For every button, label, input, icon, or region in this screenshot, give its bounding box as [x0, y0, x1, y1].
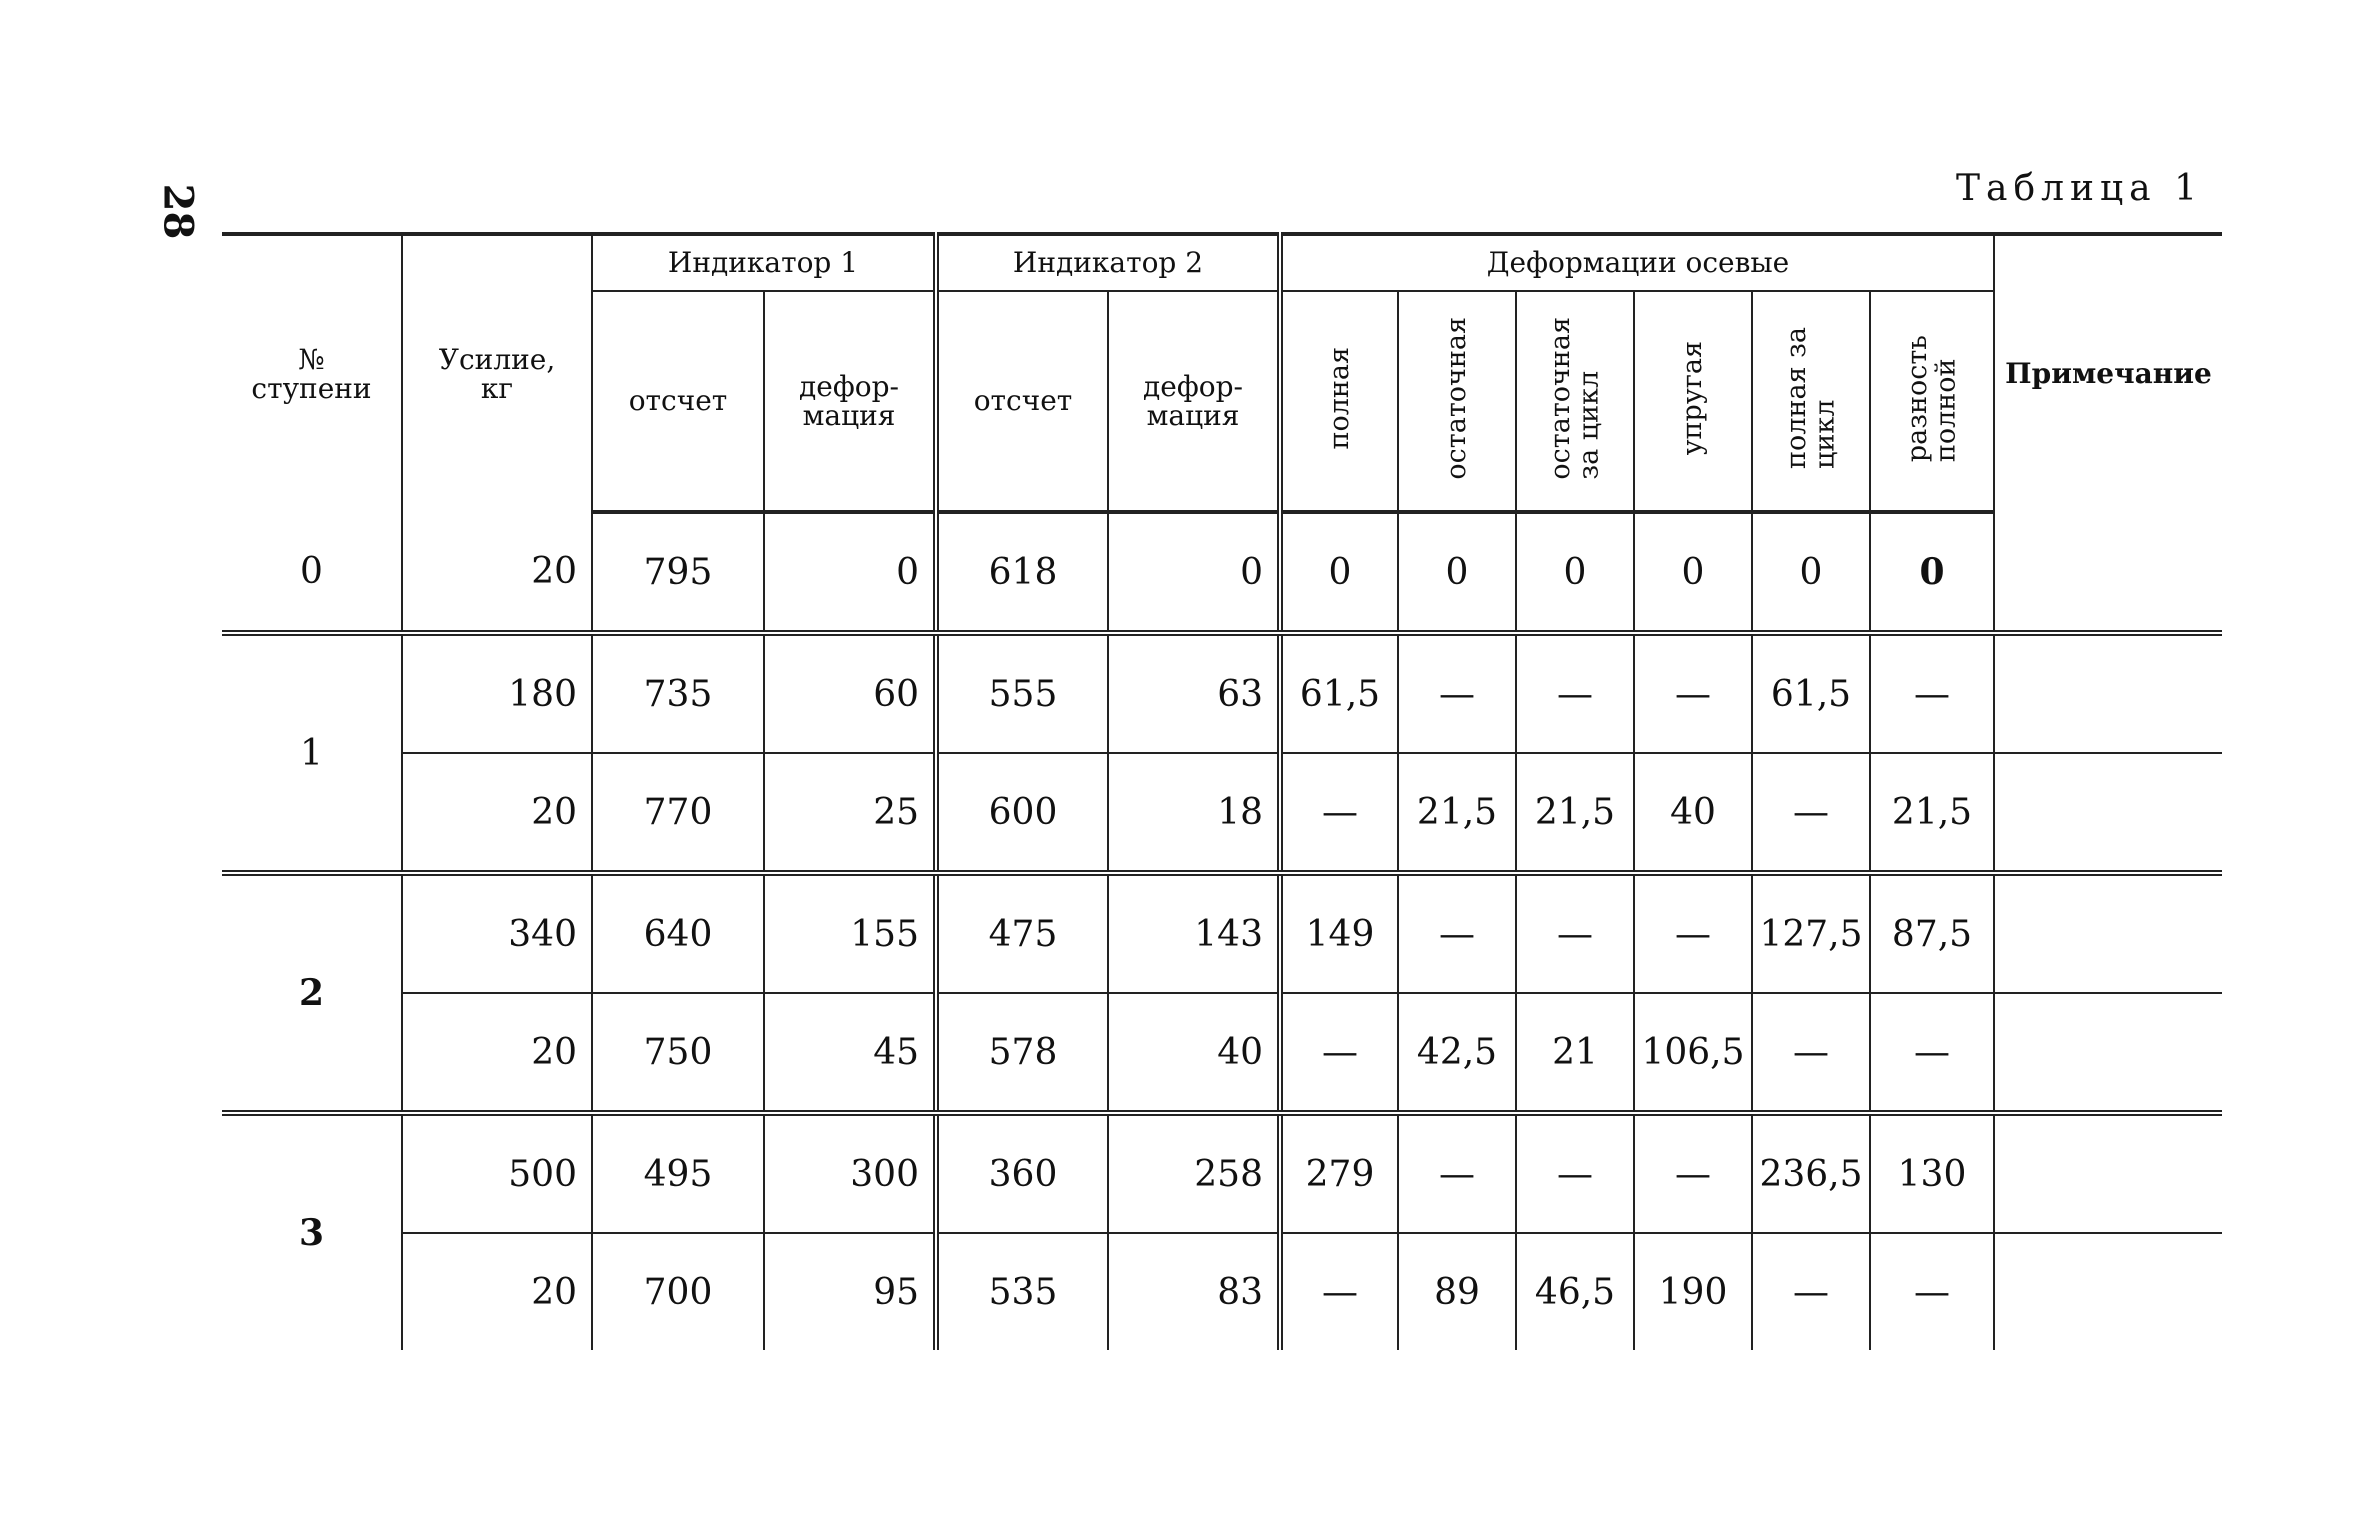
full-cycle-cell: —	[1752, 993, 1870, 1113]
table-row	[222, 993, 2222, 1113]
i2-reading-cell: 578	[936, 993, 1108, 1113]
stage-cell: 1	[222, 633, 402, 873]
elastic-cell: 40	[1634, 753, 1752, 873]
residual-cell: 0	[1398, 512, 1516, 633]
header-def-residual: остаточная	[1398, 291, 1516, 512]
force-cell: 20	[402, 993, 592, 1113]
i1-reading-cell: 750	[592, 993, 764, 1113]
header-stage: № ступени	[222, 234, 402, 512]
note-cell	[1994, 512, 2222, 633]
header-deformations: Деформации осевые	[1280, 234, 1994, 291]
full-cell: 0	[1280, 512, 1398, 633]
stage-cell: 0	[222, 512, 402, 633]
stage-cell: 3	[222, 1113, 402, 1350]
residual-cycle-cell: —	[1516, 633, 1634, 753]
header-i1-reading: отсчет	[592, 291, 764, 512]
i1-def-cell: 155	[764, 873, 936, 993]
full-cycle-cell: 236,5	[1752, 1113, 1870, 1233]
table-row	[222, 633, 2222, 753]
header-indicator2: Индикатор 2	[936, 234, 1280, 291]
elastic-cell: 190	[1634, 1233, 1752, 1350]
header-def-elastic: упругая	[1634, 291, 1752, 512]
residual-cell: —	[1398, 1113, 1516, 1233]
i1-def-cell: 0	[764, 512, 936, 633]
elastic-cell: —	[1634, 633, 1752, 753]
table-row	[222, 753, 2222, 873]
i2-def-cell: 63	[1108, 633, 1280, 753]
header-def-residual-cycle: остаточная за цикл	[1516, 291, 1634, 512]
header-indicator1: Индикатор 1	[592, 234, 936, 291]
force-cell: 20	[402, 512, 592, 633]
i2-reading-cell: 618	[936, 512, 1108, 633]
residual-cycle-cell: 21,5	[1516, 753, 1634, 873]
page-number: 28	[154, 183, 202, 240]
residual-cell: 42,5	[1398, 993, 1516, 1113]
i1-reading-cell: 735	[592, 633, 764, 753]
diff-full-cell: —	[1870, 993, 1994, 1113]
full-cycle-cell: 61,5	[1752, 633, 1870, 753]
i2-reading-cell: 475	[936, 873, 1108, 993]
header-i2-deformation: дефор- мация	[1108, 291, 1280, 512]
elastic-cell: —	[1634, 873, 1752, 993]
header-def-full-cycle: полная за цикл	[1752, 291, 1870, 512]
force-cell: 500	[402, 1113, 592, 1233]
i1-def-cell: 95	[764, 1233, 936, 1350]
full-cell: 149	[1280, 873, 1398, 993]
elastic-cell: 0	[1634, 512, 1752, 633]
diff-full-cell: —	[1870, 1233, 1994, 1350]
note-cell	[1994, 633, 2222, 753]
stage-cell: 2	[222, 873, 402, 1113]
table-title: Таблица 1	[1956, 168, 2203, 209]
diff-full-cell: 130	[1870, 1113, 1994, 1233]
header-def-diff-full: разность полной	[1870, 291, 1994, 512]
residual-cell: —	[1398, 633, 1516, 753]
full-cell: 61,5	[1280, 633, 1398, 753]
full-cycle-cell: 0	[1752, 512, 1870, 633]
i1-reading-cell: 495	[592, 1113, 764, 1233]
i1-def-cell: 25	[764, 753, 936, 873]
table-row	[222, 1233, 2222, 1350]
full-cell: —	[1280, 753, 1398, 873]
table-row	[222, 512, 2222, 633]
force-cell: 180	[402, 633, 592, 753]
diff-full-cell: 21,5	[1870, 753, 1994, 873]
data-table	[222, 232, 2222, 1350]
residual-cycle-cell: —	[1516, 1113, 1634, 1233]
residual-cell: 89	[1398, 1233, 1516, 1350]
header-note: Примечание	[1994, 234, 2222, 512]
i1-def-cell: 60	[764, 633, 936, 753]
note-cell	[1994, 753, 2222, 873]
residual-cycle-cell: 46,5	[1516, 1233, 1634, 1350]
i2-reading-cell: 600	[936, 753, 1108, 873]
force-cell: 20	[402, 753, 592, 873]
elastic-cell: 106,5	[1634, 993, 1752, 1113]
residual-cycle-cell: —	[1516, 873, 1634, 993]
residual-cycle-cell: 21	[1516, 993, 1634, 1113]
i1-reading-cell: 770	[592, 753, 764, 873]
i2-def-cell: 0	[1108, 512, 1280, 633]
i2-reading-cell: 360	[936, 1113, 1108, 1233]
residual-cycle-cell: 0	[1516, 512, 1634, 633]
i1-def-cell: 45	[764, 993, 936, 1113]
i2-reading-cell: 535	[936, 1233, 1108, 1350]
full-cell: —	[1280, 1233, 1398, 1350]
header-def-full: полная	[1280, 291, 1398, 512]
i1-reading-cell: 795	[592, 512, 764, 633]
i2-def-cell: 143	[1108, 873, 1280, 993]
full-cell: —	[1280, 993, 1398, 1113]
i2-reading-cell: 555	[936, 633, 1108, 753]
i2-def-cell: 18	[1108, 753, 1280, 873]
elastic-cell: —	[1634, 1113, 1752, 1233]
full-cycle-cell: —	[1752, 1233, 1870, 1350]
diff-full-cell: 0	[1870, 512, 1994, 633]
i1-def-cell: 300	[764, 1113, 936, 1233]
full-cell: 279	[1280, 1113, 1398, 1233]
residual-cell: 21,5	[1398, 753, 1516, 873]
residual-cell: —	[1398, 873, 1516, 993]
diff-full-cell: 87,5	[1870, 873, 1994, 993]
note-cell	[1994, 873, 2222, 993]
i2-def-cell: 40	[1108, 993, 1280, 1113]
header-i2-reading: отсчет	[936, 291, 1108, 512]
diff-full-cell: —	[1870, 633, 1994, 753]
force-cell: 20	[402, 1233, 592, 1350]
i1-reading-cell: 640	[592, 873, 764, 993]
full-cycle-cell: —	[1752, 753, 1870, 873]
note-cell	[1994, 1233, 2222, 1350]
note-cell	[1994, 993, 2222, 1113]
i2-def-cell: 83	[1108, 1233, 1280, 1350]
note-cell	[1994, 1113, 2222, 1233]
full-cycle-cell: 127,5	[1752, 873, 1870, 993]
force-cell: 340	[402, 873, 592, 993]
i1-reading-cell: 700	[592, 1233, 764, 1350]
header-i1-deformation: дефор- мация	[764, 291, 936, 512]
table-row	[222, 1113, 2222, 1233]
table-row	[222, 873, 2222, 993]
i2-def-cell: 258	[1108, 1113, 1280, 1233]
header-force: Усилие, кг	[402, 234, 592, 512]
